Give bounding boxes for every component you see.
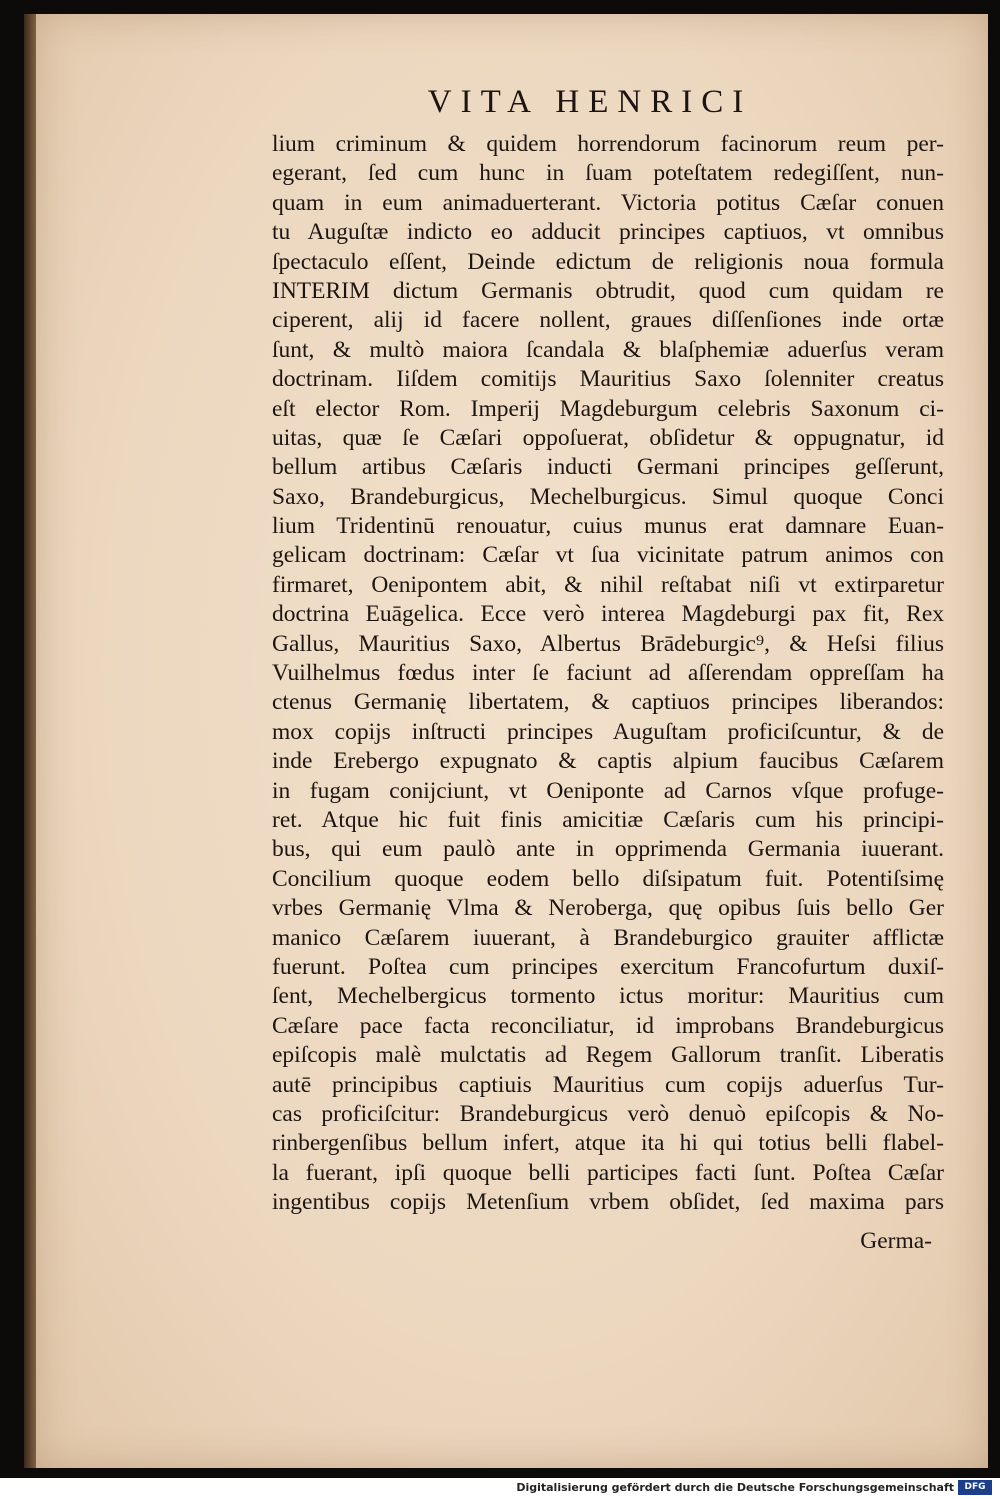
text-line: ſent, Mechelbergicus tormento ictus moritur: Mauritius cum [272, 983, 944, 1010]
text-line: tu Auguſtæ indicto eo adducit principes captiuos, vt omnibus [272, 219, 944, 246]
text-line: Concilium quoque eodem bello diſsipatum fuit. Potentiſsimę [272, 865, 944, 892]
text-line: gelicam doctrinam: Cæſar vt ſua vicinitate patrum animos con [272, 542, 944, 569]
text-line: uitas, quæ ſe Cæſari oppoſuerat, obſidetur & oppugnatur, id [272, 424, 944, 451]
text-line: vrbes Germanię Vlma & Neroberga, quę opibus ſuis bello Ger [272, 895, 944, 922]
text-line: Vuilhelmus fœdus inter ſe faciunt ad aſſerendam oppreſſam ha [272, 660, 944, 687]
text-line: bus, qui eum paulò ante in opprimenda Germania iuuerant. [272, 836, 944, 863]
dfg-logo-icon: DFG [958, 1480, 992, 1495]
text-line: INTERIM dictum Germanis obtrudit, quod cum quidam re [272, 277, 944, 304]
text-line: rinbergenſibus bellum infert, atque ita hi qui totius belli flabel- [272, 1130, 944, 1157]
text-line: Saxo, Brandeburgicus, Mechelburgicus. Simul quoque Conci [272, 483, 944, 510]
text-line: ingentibus copijs Metenſium vrbem obſidet, ſed maxima pars [272, 1189, 944, 1216]
text-line: in fugam conijciunt, vt Oeniponte ad Carnos vſque profuge- [272, 777, 944, 804]
text-line: ſpectaculo eſſent, Deinde edictum de religionis noua formula [272, 248, 944, 275]
text-line: bellum artibus Cæſaris inducti Germani principes geſſerunt, [272, 454, 944, 481]
text-line: Gallus, Mauritius Saxo, Albertus Brādeburgic⁹, & Heſsi filius [272, 630, 944, 657]
text-line: quam in eum animaduerterant. Victoria potitus Cæſar conuen [272, 189, 944, 216]
text-line: ctenus Germanię libertatem, & captiuos principes liberandos: [272, 689, 944, 716]
text-line: inde Erebergo expugnato & captis alpium faucibus Cæſarem [272, 748, 944, 775]
text-line: eſt elector Rom. Imperij Magdeburgum celebris Saxonum ci- [272, 395, 944, 422]
text-line: cas proficiſcitur: Brandeburgicus verò denuò epiſcopis & No- [272, 1100, 944, 1127]
text-line: fuerunt. Poſtea cum principes exercitum Francofurtum duxiſ- [272, 953, 944, 980]
text-line: mox copijs inſtructi principes Auguſtam proficiſcuntur, & de [272, 718, 944, 745]
text-line: ciperent, alij id facere nollent, graues diſſenſiones inde ortæ [272, 307, 944, 334]
text-line: Cæſare pace facta reconciliatur, id improbans Brandeburgicus [272, 1012, 944, 1039]
text-line: la fuerant, ipſi quoque belli participes facti ſunt. Poſtea Cæſar [272, 1159, 944, 1186]
footer-bar [0, 1478, 1000, 1499]
body-text [272, 130, 944, 1217]
text-line: egerant, ſed cum hunc in ſuam poteſtatem redegiſſent, nun- [272, 160, 944, 187]
running-head: VITA HENRICI [427, 84, 753, 120]
text-line: firmaret, Oenipontem abit, & nihil reſtabat niſi vt extirparetur [272, 571, 944, 598]
text-line: lium criminum & quidem horrendorum facinorum reum per- [272, 131, 944, 157]
text-line: lium Tridentinū renouatur, cuius munus erat damnare Euan- [272, 513, 944, 540]
footer-credit: Digitalisierung gefördert durch die Deutsche Forschungsgemeinschaft [516, 1481, 954, 1494]
text-line: ret. Atque hic fuit finis amicitiæ Cæſaris cum his principi- [272, 806, 944, 833]
text-line: doctrinam. Iiſdem comitijs Mauritius Saxo ſolenniter creatus [272, 366, 944, 393]
text-line: epiſcopis malè mulctatis ad Regem Gallorum tranſit. Liberatis [272, 1042, 944, 1069]
text-line: autē principibus captiuis Mauritius cum copijs aduerſus Tur- [272, 1071, 944, 1098]
text-line: manico Cæſarem iuuerant, à Brandeburgico grauiter afflictæ [272, 924, 944, 951]
catchword: Germa- [860, 1228, 932, 1254]
text-line: doctrina Euāgelica. Ecce verò interea Magdeburgi pax fit, Rex [272, 601, 944, 628]
text-line: ſunt, & multò maiora ſcandala & blaſphemiæ aduerſus veram [272, 336, 944, 363]
